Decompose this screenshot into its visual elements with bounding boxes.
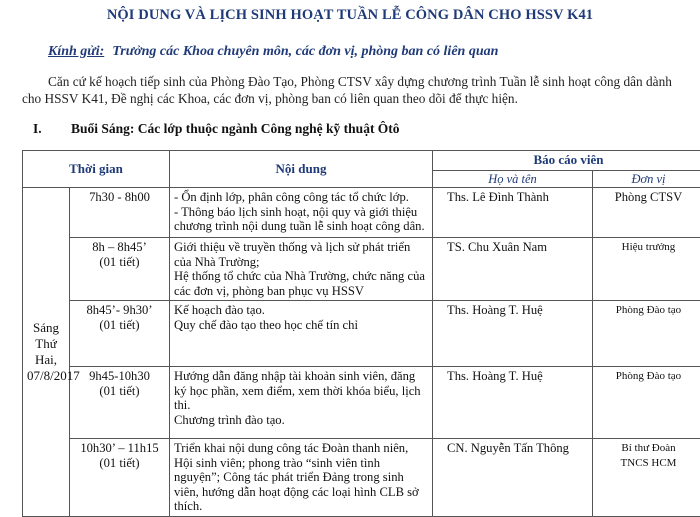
time-cell (70, 301, 170, 367)
reporter-unit: Phòng Đào tạo (593, 367, 700, 439)
content-cell (170, 188, 433, 238)
reporter-unit (593, 439, 700, 517)
content-line: - Thông báo lịch sinh hoạt, nội quy và giới thiệu chương trình nội dung tuần lễ sinh hoạt công dân. (174, 205, 428, 234)
reporter-name: TS. Chu Xuân Nam (433, 238, 593, 301)
content-cell (170, 238, 433, 301)
time-cell (70, 367, 170, 439)
header-time: Thời gian (23, 151, 170, 188)
document-title: NỘI DUNG VÀ LỊCH SINH HOẠT TUẦN LỄ CÔNG DÂN CHO HSSV K41 (0, 7, 700, 24)
time-range: 9h45-10h30 (74, 369, 165, 384)
intro-line-1: Căn cứ kế hoạch tiếp sinh của Phòng Đào Tạo, Phòng CTSV xây dựng chương trình Tuần lễ sinh hoạt công dân dành (22, 73, 682, 90)
time-periods: (01 tiết) (74, 456, 165, 471)
reporter-unit: Phòng Đào tạo (593, 301, 700, 367)
section-heading (33, 121, 400, 137)
reporter-name: CN. Nguyễn Tấn Thông (433, 439, 593, 517)
section-title: Buổi Sáng: Các lớp thuộc ngành Công nghệ kỹ thuật Ôtô (71, 121, 400, 136)
content-line: - Ổn định lớp, phân công công tác tổ chức lớp. (174, 190, 428, 205)
reporter-name: Ths. Hoàng T. Huệ (433, 301, 593, 367)
time-cell (70, 188, 170, 238)
time-cell (70, 439, 170, 517)
time-periods: (01 tiết) (74, 384, 165, 399)
content-cell (170, 439, 433, 517)
intro-line-2: cho HSSV K41, Đề nghị các Khoa, các đơn vị, phòng ban có liên quan theo dõi để thực hiện. (22, 90, 682, 107)
recipients-label: Kính gửi: (48, 44, 104, 59)
time-periods: (01 tiết) (74, 255, 165, 270)
day-session: Sáng (27, 320, 65, 336)
reporter-unit: Phòng CTSV (593, 188, 700, 238)
intro-paragraph (22, 73, 682, 107)
section-number: I. (33, 121, 71, 137)
content-line: Hướng dẫn đăng nhập tài khoản sinh viên, đăng ký học phần, xem điểm, xem thời khóa biểu, lịch thi. (174, 369, 428, 413)
time-range: 8h – 8h45’ (74, 240, 165, 255)
content-cell (170, 301, 433, 367)
reporter-name: Ths. Lê Đình Thành (433, 188, 593, 238)
day-date: 07/8/2017 (27, 368, 65, 384)
header-reporter: Báo cáo viên (433, 151, 700, 171)
time-periods: (01 tiết) (74, 318, 165, 333)
content-line: Triển khai nội dung công tác Đoàn thanh niên, Hội sinh viên; phong trào “sinh viên tình nguyện”; Công tác phát triển Đảng trong sinh viên, hướng dẫn hoạt động các loại hình CLB sở thích. (174, 441, 428, 514)
content-line: Kế hoạch đào tạo. (174, 303, 428, 318)
day-weekday: Thứ Hai, (27, 336, 65, 368)
content-cell (170, 367, 433, 439)
schedule-table (22, 150, 700, 517)
time-range: 8h45’- 9h30’ (74, 303, 165, 318)
day-cell (23, 188, 70, 517)
time-range: 10h30’ – 11h15 (74, 441, 165, 456)
reporter-unit: Hiệu trưởng (593, 238, 700, 301)
recipients-text: Trưởng các Khoa chuyên môn, các đơn vị, phòng ban có liên quan (112, 44, 498, 59)
content-line: Hệ thống tổ chức của Nhà Trường, chức năng của các đơn vị, phòng ban phục vụ HSSV (174, 269, 428, 298)
header-content: Nội dung (170, 151, 433, 188)
recipients-line (48, 44, 498, 60)
header-name: Họ và tên (433, 170, 593, 188)
content-line: Chương trình đào tạo. (174, 413, 428, 428)
reporter-unit-line: Bí thư Đoàn (597, 441, 700, 456)
content-line: Quy chế đào tạo theo học chế tín chỉ (174, 318, 428, 333)
content-line: Giới thiệu về truyền thống và lịch sử phát triển của Nhà Trường; (174, 240, 428, 269)
reporter-unit-line: TNCS HCM (597, 456, 700, 471)
time-cell (70, 238, 170, 301)
header-unit: Đơn vị (593, 170, 700, 188)
reporter-name: Ths. Hoàng T. Huệ (433, 367, 593, 439)
time-range: 7h30 - 8h00 (74, 190, 165, 205)
